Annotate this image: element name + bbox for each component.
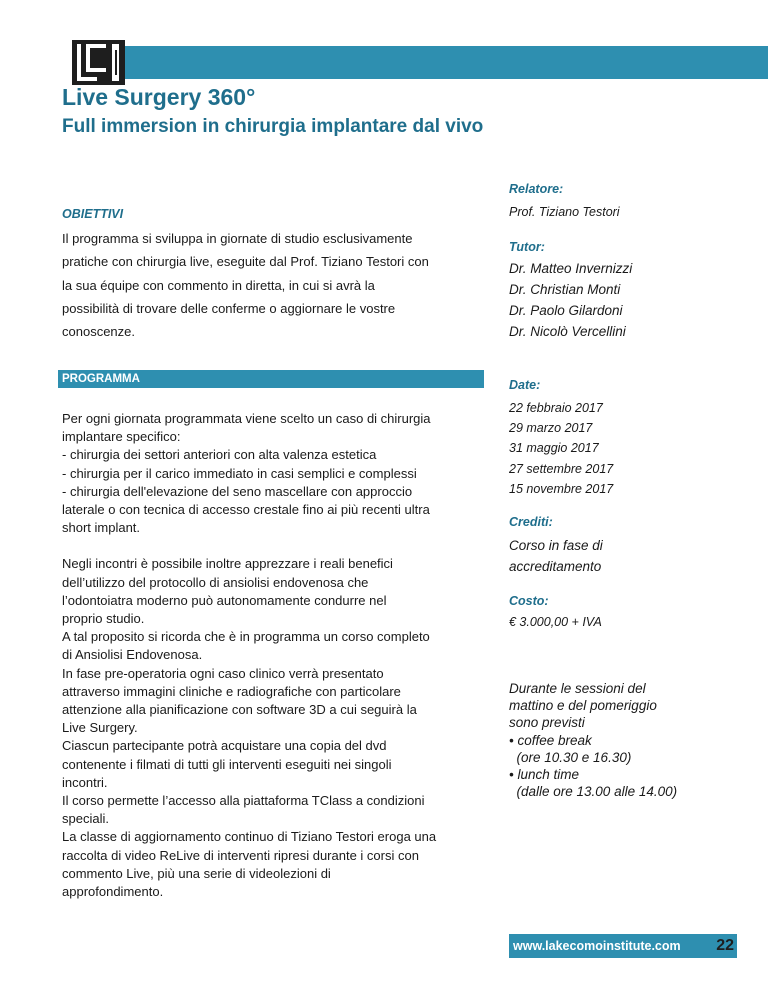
date-heading: Date: [509,378,541,392]
programma-line: proprio studio. [62,611,145,627]
programma-line: contenente i filmati di tutti gli interventi eseguiti nei singoli [62,756,392,772]
sessioni-line: • coffee break [509,732,592,748]
tutor-name: Dr. Matteo Invernizzi [509,261,633,276]
page-subtitle: Full immersion in chirurgia implantare dal vivo [62,116,484,137]
obiettivi-line: conoscenze. [62,324,135,340]
programma-line: dell’utilizzo del protocollo di ansiolisi endovenosa che [62,574,369,590]
programma-line: laterale o con tecnica di accesso crestale fino ai più recenti ultra [62,502,430,518]
programma-line: - chirurgia dell'elevazione del seno mascellare con approccio [62,483,413,499]
crediti-heading: Crediti: [509,515,553,529]
crediti-line: accreditamento [509,559,602,574]
date-list [509,398,759,499]
crediti-text [509,535,759,577]
obiettivi-line: pratiche con chirurgia live, eseguite dal Prof. Tiziano Testori con [62,254,429,270]
programma-line: implantare specifico: [62,429,181,445]
sessioni-note [509,680,759,800]
obiettivi-line: possibilità di trovare delle conferme o aggiornare le vostre [62,300,396,316]
costo-heading: Costo: [509,594,549,608]
programma-line: short implant. [62,520,141,536]
website-link[interactable]: www.lakecomoinstitute.com [513,939,681,953]
sessioni-line: • lunch time [509,767,580,783]
relatore-heading: Relatore: [509,182,564,196]
programma-line: A tal proposito si ricorda che è in programma un corso completo [62,629,430,645]
page-title: Live Surgery 360° [62,84,256,110]
obiettivi-heading: OBIETTIVI [62,207,124,221]
programma-line: speciali. [62,811,109,827]
programma-line: Per ogni giornata programmata viene scelto un caso di chirurgia [62,411,431,426]
programma-line: attraverso immagini cliniche e radiografiche con particolare [62,683,401,699]
programma-line: Negli incontri è possibile inoltre apprezzare i reali benefici [62,556,393,572]
programma-paragraph-1 [62,410,486,537]
date-item: 27 settembre 2017 [509,461,614,476]
obiettivi-line: la sua équipe con commento in diretta, in cui si avrà la [62,277,375,293]
tutor-list [509,258,759,342]
programma-line: di Ansiolisi Endovenosa. [62,647,203,663]
tutor-heading: Tutor: [509,240,545,254]
obiettivi-line: Il programma si sviluppa in giornate di studio esclusivamente [62,231,413,246]
relatore-name: Prof. Tiziano Testori [509,205,620,219]
programma-line: In fase pre-operatoria ogni caso clinico verrà presentato [62,665,384,681]
programma-line: attenzione alla pianificazione con software 3D a cui seguirà la [62,702,417,718]
obiettivi-text [62,227,486,343]
programma-line: - chirurgia per il carico immediato in casi semplici e complessi [62,465,417,481]
page-number: 22 [716,937,734,954]
sessioni-line: sono previsti [509,715,585,731]
tutor-name: Dr. Christian Monti [509,282,621,297]
sessioni-line: mattino e del pomeriggio [509,698,657,714]
programma-line: commento Live, più una serie di videolezioni di [62,865,331,881]
programma-heading: PROGRAMMA [58,370,484,388]
costo-value: € 3.000,00 + IVA [509,615,602,629]
programma-line: La classe di aggiornamento continuo di Tiziano Testori eroga una [62,829,437,845]
sessioni-line: (dalle ore 13.00 alle 14.00) [509,784,678,800]
programma-line: raccolta di video ReLive di interventi ripresi durante i corsi con [62,847,419,863]
institute-logo [72,40,125,85]
header-bar [120,46,768,79]
programma-line: - chirurgia dei settori anteriori con alta valenza estetica [62,447,377,463]
programma-line: approfondimento. [62,884,164,900]
sessioni-line: Durante le sessioni del [509,681,646,696]
tutor-name: Dr. Paolo Gilardoni [509,303,623,318]
sessioni-line: (ore 10.30 e 16.30) [509,749,632,765]
footer-bar [509,934,737,958]
programma-line: l’odontoiatra moderno può autonomamente condurre nel [62,592,387,608]
date-item: 29 marzo 2017 [509,421,593,436]
programma-paragraph-2 [62,555,486,901]
programma-text [62,410,486,901]
date-item: 15 novembre 2017 [509,481,614,496]
crediti-line: Corso in fase di [509,538,603,553]
programma-line: Live Surgery. [62,720,138,736]
programma-line: Il corso permette l’accesso alla piattaforma TClass a condizioni [62,793,425,809]
programma-line: Ciascun partecipante potrà acquistare una copia del dvd [62,738,387,754]
programma-line: incontri. [62,774,108,790]
tutor-name: Dr. Nicolò Vercellini [509,324,626,339]
date-item: 22 febbraio 2017 [509,401,603,415]
date-item: 31 maggio 2017 [509,441,599,456]
